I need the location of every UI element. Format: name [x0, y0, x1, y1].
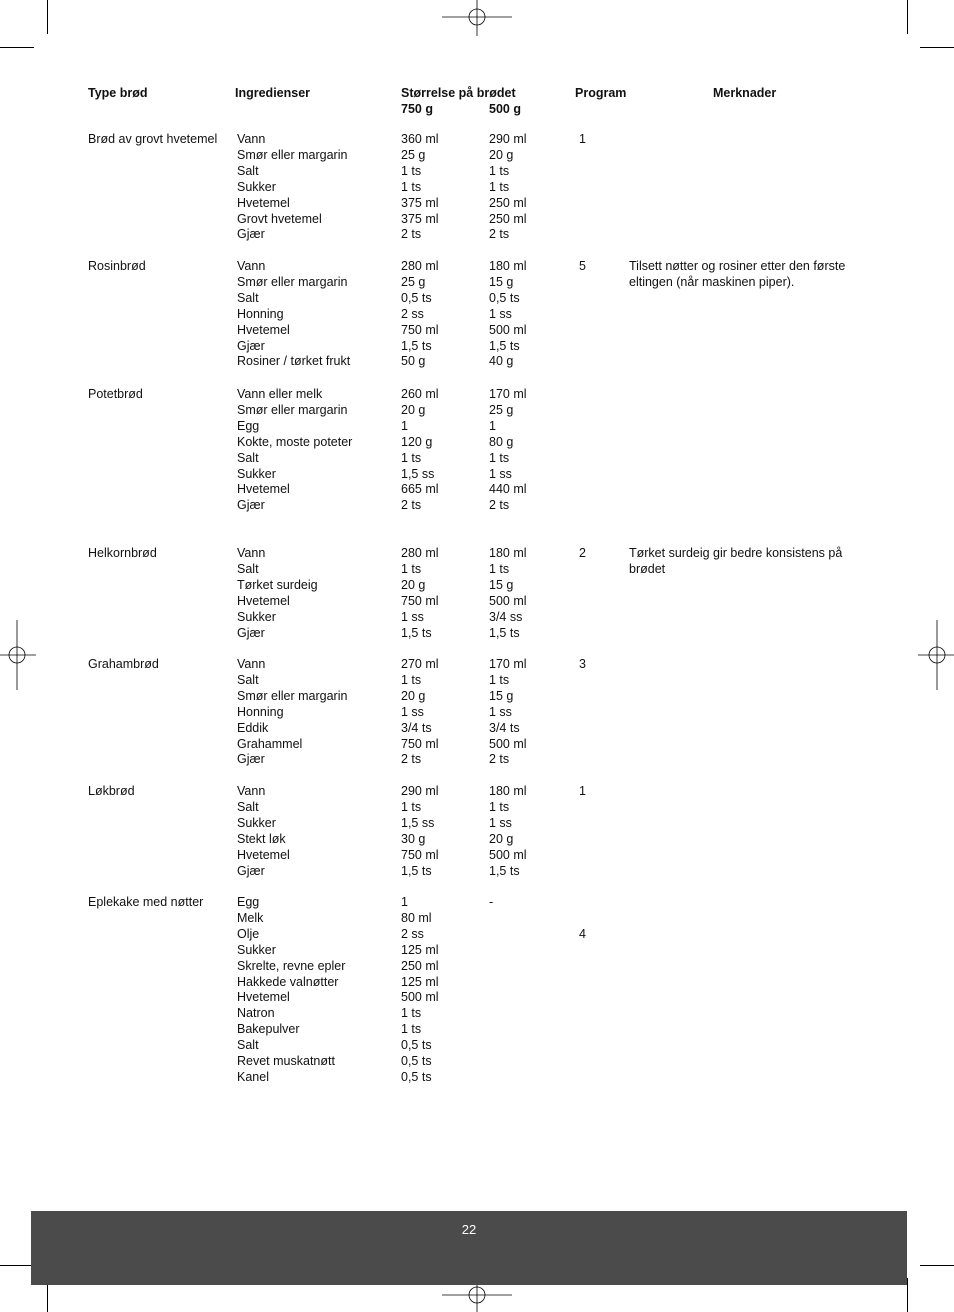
amount-500g: 180 ml — [489, 784, 527, 798]
amount-750g: 2 ss — [401, 926, 424, 941]
amount-750g: 280 ml — [401, 546, 439, 560]
ingredient-name: Hakkede valnøtter — [237, 974, 339, 989]
recipe-note: Tørket surdeig gir bedre konsistens på brødet — [629, 546, 843, 576]
recipe-note: Tilsett nøtter og rosiner etter den første eltingen (når maskinen piper). — [629, 259, 846, 289]
amount-750g: 20 g — [401, 577, 426, 592]
ingredient-name: Hvetemel — [237, 847, 290, 862]
amount-750g: 500 ml — [401, 990, 439, 1005]
amount-750g: 750 ml — [401, 593, 439, 608]
ingredient-name: Tørket surdeig — [237, 577, 318, 592]
recipe-name: Helkornbrød — [88, 546, 157, 560]
amount-750g: 1 ts — [401, 1006, 422, 1021]
ingredient-name: Bakepulver — [237, 1022, 300, 1037]
amount-750g: 2 ts — [401, 498, 422, 513]
amount-750g: 665 ml — [401, 482, 439, 497]
amount-750g: 0,5 ts — [401, 1054, 432, 1068]
recipe-name: Grahambrød — [88, 657, 159, 671]
amount-750g: 30 g — [401, 831, 426, 846]
amount-750g: 20 g — [401, 402, 426, 417]
amount-750g: 375 ml — [401, 195, 439, 210]
amount-500g: 1 ts — [489, 450, 510, 465]
amount-750g: 270 ml — [401, 657, 439, 671]
amount-500g: 25 g — [489, 402, 514, 417]
crop-mark — [920, 1265, 954, 1266]
amount-500g: 1,5 ts — [489, 625, 520, 640]
header-size-750: 750 g — [401, 102, 433, 116]
amount-750g: 0,5 ts — [401, 1069, 432, 1084]
amount-500g: 15 g — [489, 274, 514, 289]
amount-500g: 1 ss — [489, 466, 512, 481]
ingredient-name: Salt — [237, 1038, 259, 1053]
amount-750g: 1 ts — [401, 179, 422, 194]
ingredient-name: Gjær — [237, 227, 265, 242]
ingredient-name: Grovt hvetemel — [237, 211, 322, 226]
ingredient-name: Salt — [237, 450, 259, 465]
amount-750g: 1 ss — [401, 704, 424, 719]
amount-750g: 1 ts — [401, 561, 422, 576]
amount-500g: 1 — [489, 418, 496, 433]
amount-500g: 40 g — [489, 354, 514, 369]
ingredient-name: Smør eller margarin — [237, 274, 348, 289]
header-size: Størrelse på brødet — [401, 86, 516, 100]
amount-750g: 280 ml — [401, 259, 439, 273]
recipe-name: Brød av grovt hvetemel — [88, 132, 218, 146]
amount-750g: 2 ts — [401, 752, 422, 767]
amount-750g: 1 ts — [401, 163, 422, 178]
ingredient-name: Vann eller melk — [237, 387, 323, 401]
ingredient-name: Skrelte, revne epler — [237, 958, 346, 973]
ingredient-name: Gjær — [237, 625, 265, 640]
amount-750g: 750 ml — [401, 847, 439, 862]
crop-mark — [920, 47, 954, 48]
ingredient-name: Eddik — [237, 720, 269, 735]
amount-750g: 1 ts — [401, 1022, 422, 1037]
header-program: Program — [575, 86, 627, 100]
amount-500g: 1,5 ts — [489, 338, 520, 353]
amount-750g: 1 ts — [401, 450, 422, 465]
ingredient-name: Gjær — [237, 498, 265, 513]
ingredient-name: Vann — [237, 784, 266, 798]
amount-750g: 360 ml — [401, 132, 439, 146]
ingredient-name: Smør eller margarin — [237, 402, 348, 417]
header-size-500: 500 g — [489, 102, 521, 116]
ingredient-name: Gjær — [237, 863, 265, 878]
crop-mark — [0, 47, 34, 48]
amount-750g: 290 ml — [401, 784, 439, 798]
crop-mark — [47, 0, 48, 34]
ingredient-name: Sukker — [237, 466, 276, 481]
amount-500g: 1 ts — [489, 799, 510, 814]
ingredient-name: Smør eller margarin — [237, 688, 348, 703]
ingredient-name: Sukker — [237, 179, 276, 194]
amount-500g: 500 ml — [489, 322, 527, 337]
amount-750g: 1 — [401, 895, 408, 909]
recipe-name: Løkbrød — [88, 784, 135, 798]
ingredient-name: Hvetemel — [237, 482, 290, 497]
ingredient-name: Hvetemel — [237, 990, 290, 1005]
ingredient-name: Hvetemel — [237, 195, 290, 210]
amount-750g: 1,5 ss — [401, 466, 435, 481]
amount-500g: 20 g — [489, 831, 514, 846]
amount-500g: 500 ml — [489, 593, 527, 608]
page-number: 22 — [461, 1222, 477, 1237]
recipe-name: Potetbrød — [88, 387, 143, 401]
amount-500g: 20 g — [489, 147, 514, 162]
ingredient-name: Gjær — [237, 338, 265, 353]
amount-500g: 1 ts — [489, 163, 510, 178]
amount-750g: 0,5 ts — [401, 290, 432, 305]
ingredient-name: Vann — [237, 259, 266, 273]
ingredient-name: Stekt løk — [237, 831, 286, 846]
ingredient-name: Egg — [237, 895, 260, 909]
recipe-name: Rosinbrød — [88, 259, 146, 273]
crop-mark — [907, 1278, 908, 1312]
ingredient-name: Hvetemel — [237, 322, 290, 337]
ingredient-name: Salt — [237, 163, 259, 178]
ingredient-name: Smør eller margarin — [237, 147, 348, 162]
amount-750g: 1,5 ts — [401, 625, 432, 640]
amount-750g: 3/4 ts — [401, 720, 432, 735]
amount-500g: 1 ts — [489, 672, 510, 687]
amount-500g: 2 ts — [489, 227, 510, 242]
program-number: 1 — [579, 784, 586, 798]
ingredient-name: Vann — [237, 657, 266, 671]
ingredient-name: Olje — [237, 926, 260, 941]
amount-750g: 1 ts — [401, 799, 422, 814]
ingredient-name: Kanel — [237, 1069, 269, 1084]
ingredient-name: Revet muskatnøtt — [237, 1054, 335, 1068]
amount-500g: 15 g — [489, 577, 514, 592]
amount-500g: 15 g — [489, 688, 514, 703]
header-type: Type brød — [88, 86, 148, 100]
amount-500g: 1 ts — [489, 561, 510, 576]
ingredient-name: Salt — [237, 290, 259, 305]
amount-500g: 2 ts — [489, 498, 510, 513]
header-ingredients: Ingredienser — [235, 86, 311, 100]
crop-mark — [907, 0, 908, 34]
amount-750g: 1,5 ts — [401, 863, 432, 878]
program-number: 3 — [579, 657, 586, 671]
ingredient-name: Salt — [237, 672, 259, 687]
footer-bar — [31, 1211, 907, 1285]
amount-500g: 1 ss — [489, 704, 512, 719]
amount-500g: 180 ml — [489, 546, 527, 560]
amount-500g: 180 ml — [489, 259, 527, 273]
ingredient-name: Honning — [237, 704, 284, 719]
amount-500g: 2 ts — [489, 752, 510, 767]
amount-500g: 1 ss — [489, 815, 512, 830]
ingredient-name: Sukker — [237, 815, 276, 830]
amount-750g: 260 ml — [401, 387, 439, 401]
amount-500g: 500 ml — [489, 847, 527, 862]
amount-750g: 375 ml — [401, 211, 439, 226]
amount-750g: 125 ml — [401, 942, 439, 957]
ingredient-name: Vann — [237, 546, 266, 560]
amount-500g: 500 ml — [489, 736, 527, 751]
amount-750g: 2 ss — [401, 306, 424, 321]
amount-750g: 750 ml — [401, 322, 439, 337]
amount-750g: 1,5 ts — [401, 338, 432, 353]
amount-750g: 1 — [401, 418, 408, 433]
amount-500g: 1 ts — [489, 179, 510, 194]
amount-750g: 1,5 ss — [401, 815, 435, 830]
ingredient-name: Salt — [237, 561, 259, 576]
amount-750g: 20 g — [401, 688, 426, 703]
amount-750g: 1 ts — [401, 672, 422, 687]
recipe-name: Eplekake med nøtter — [88, 895, 204, 909]
ingredient-name: Salt — [237, 799, 259, 814]
ingredient-name: Natron — [237, 1006, 275, 1021]
amount-500g: 1,5 ts — [489, 863, 520, 878]
ingredient-name: Gjær — [237, 752, 265, 767]
amount-500g: 3/4 ts — [489, 720, 520, 735]
amount-500g: - — [489, 895, 494, 909]
amount-500g: 170 ml — [489, 387, 527, 401]
amount-500g: 0,5 ts — [489, 290, 520, 305]
ingredient-name: Hvetemel — [237, 593, 290, 608]
amount-500g: 250 ml — [489, 211, 527, 226]
program-number: 4 — [579, 926, 586, 941]
ingredient-name: Rosiner / tørket frukt — [237, 354, 351, 369]
amount-750g: 2 ts — [401, 227, 422, 242]
ingredient-name: Grahammel — [237, 736, 303, 751]
ingredient-name: Egg — [237, 418, 260, 433]
amount-500g: 440 ml — [489, 482, 527, 497]
ingredient-name: Honning — [237, 306, 284, 321]
crop-mark — [0, 1265, 34, 1266]
amount-500g: 290 ml — [489, 132, 527, 146]
amount-500g: 170 ml — [489, 657, 527, 671]
ingredient-name: Melk — [237, 910, 264, 925]
amount-750g: 120 g — [401, 434, 433, 449]
amount-750g: 25 g — [401, 274, 426, 289]
amount-750g: 80 ml — [401, 910, 432, 925]
ingredient-name: Vann — [237, 132, 266, 146]
registration-mark-icon — [918, 620, 954, 690]
ingredient-name: Sukker — [237, 942, 276, 957]
header-notes: Merknader — [713, 86, 777, 100]
amount-750g: 750 ml — [401, 736, 439, 751]
amount-500g: 3/4 ss — [489, 609, 523, 624]
amount-500g: 80 g — [489, 434, 514, 449]
registration-mark-icon — [442, 0, 512, 36]
registration-mark-icon — [0, 620, 36, 690]
amount-750g: 125 ml — [401, 974, 439, 989]
ingredient-name: Sukker — [237, 609, 276, 624]
amount-750g: 50 g — [401, 354, 426, 369]
amount-750g: 25 g — [401, 147, 426, 162]
amount-750g: 0,5 ts — [401, 1038, 432, 1053]
program-number: 2 — [579, 546, 586, 560]
ingredient-name: Kokte, moste poteter — [237, 434, 353, 449]
amount-750g: 1 ss — [401, 609, 424, 624]
program-number: 5 — [579, 259, 586, 273]
program-number: 1 — [579, 132, 586, 146]
amount-500g: 250 ml — [489, 195, 527, 210]
amount-750g: 250 ml — [401, 958, 439, 973]
amount-500g: 1 ss — [489, 306, 512, 321]
